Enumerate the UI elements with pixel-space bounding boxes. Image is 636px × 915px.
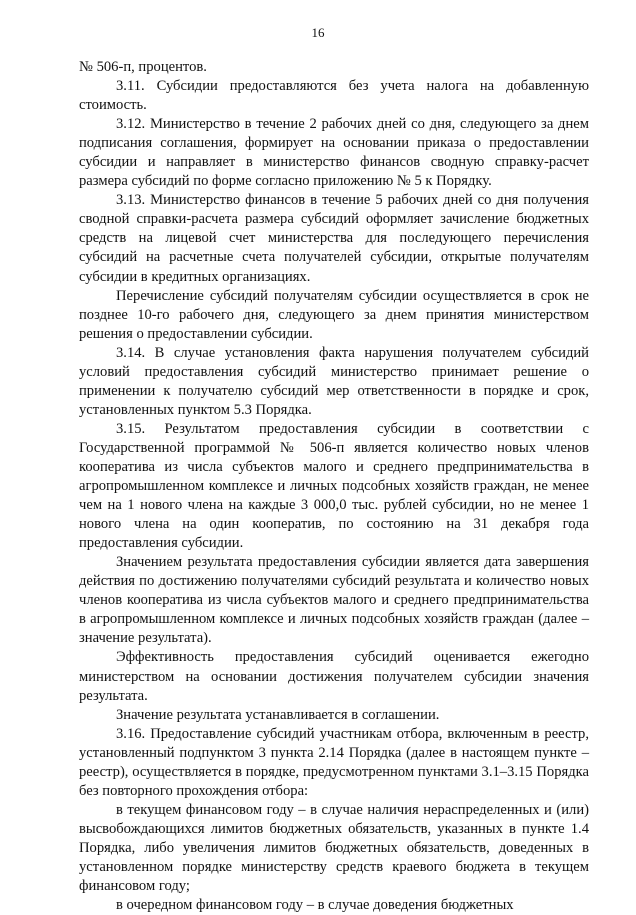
paragraph-result-agreement: Значение результата устанавливается в соглашении. [116,706,440,723]
page-number: 16 [311,25,325,40]
paragraph-result-value: Значением результата предоставления субсидии является дата завершения действия по достижению получателями субсидий результата и количество новых членов кооператива из числа субъектов малого и среднего предпринимательства в агропромышленном комплексе и личных подсобных хозяйств граждан (далее – значение результата). [79,554,589,647]
paragraph-3-11: 3.11. Субсидии предоставляются без учета налога на добавленную стоимость. [79,78,589,114]
paragraph-3-14: 3.14. В случае установления факта нарушения получателем субсидий условий предоставления субсидий министерство принимает решение о применении к получателю субсидий мер ответственности в порядке и срок, установленных пунктом 5.3 Порядка. [79,344,589,418]
paragraph-3-13: 3.13. Министерство финансов в течение 5 рабочих дней со дня получения сводной справки-расчета размера субсидий оформляет зачисление бюджетных средств на лицевой счет министерства для последующего перечисления субсидий на расчетные счета получателей субсидии, открытые получателям субсидии в кредитных организациях. [79,192,589,285]
paragraph-3-12: 3.12. Министерство в течение 2 рабочих дней со дня, следующего за днем подписания соглашения, формирует на основании приказа о предоставлении субсидии и направляет в министерство финансов сводную справку-расчет размера субсидий по форме согласно приложению № 5 к Порядку. [79,116,589,190]
document-body [79,58,589,915]
paragraph-efficiency: Эффективность предоставления субсидий оценивается ежегодно министерством на основании достижения получателем субсидии значения результата. [79,649,589,704]
paragraph-continuation: № 506-п, процентов. [79,59,207,75]
paragraph-3-16: 3.16. Предоставление субсидий участникам отбора, включенным в реестр, установленный подпунктом 3 пункта 2.14 Порядка (далее в настоящем пункте – реестр), осуществляется в порядке, предусмотренном пунктами 3.1–3.15 Порядка без повторного прохождения отбора: [79,725,589,799]
paragraph-next-year: в очередном финансовом году – в случае доведения бюджетных [116,897,514,914]
paragraph-3-15: 3.15. Результатом предоставления субсидии в соответствии с Государственной программой № 506-п является количество новых членов кооператива из числа субъектов малого и среднего предпринимательства в агропромышленном комплексе и личных подсобных хозяйств граждан, не менее чем на 1 нового члена на каждые 3 000,0 тыс. рублей субсидии, но не менее 1 нового члена на один кооператив, по состоянию на 31 декабря года предоставления субсидии. [79,420,589,552]
paragraph-current-year: в текущем финансовом году – в случае наличия нераспределенных и (или) высвобождающихся лимитов бюджетных обязательств, указанных в пункте 1.4 Порядка, либо увеличения лимитов бюджетных обязательств, доведенных в установленном порядке министерству средств краевого бюджета в текущем финансовом году; [79,801,589,895]
paragraph-transfer: Перечисление субсидий получателям субсидии осуществляется в срок не позднее 10-го рабочего дня, следующего за днем принятия министерством решения о предоставлении субсидии. [79,287,589,342]
